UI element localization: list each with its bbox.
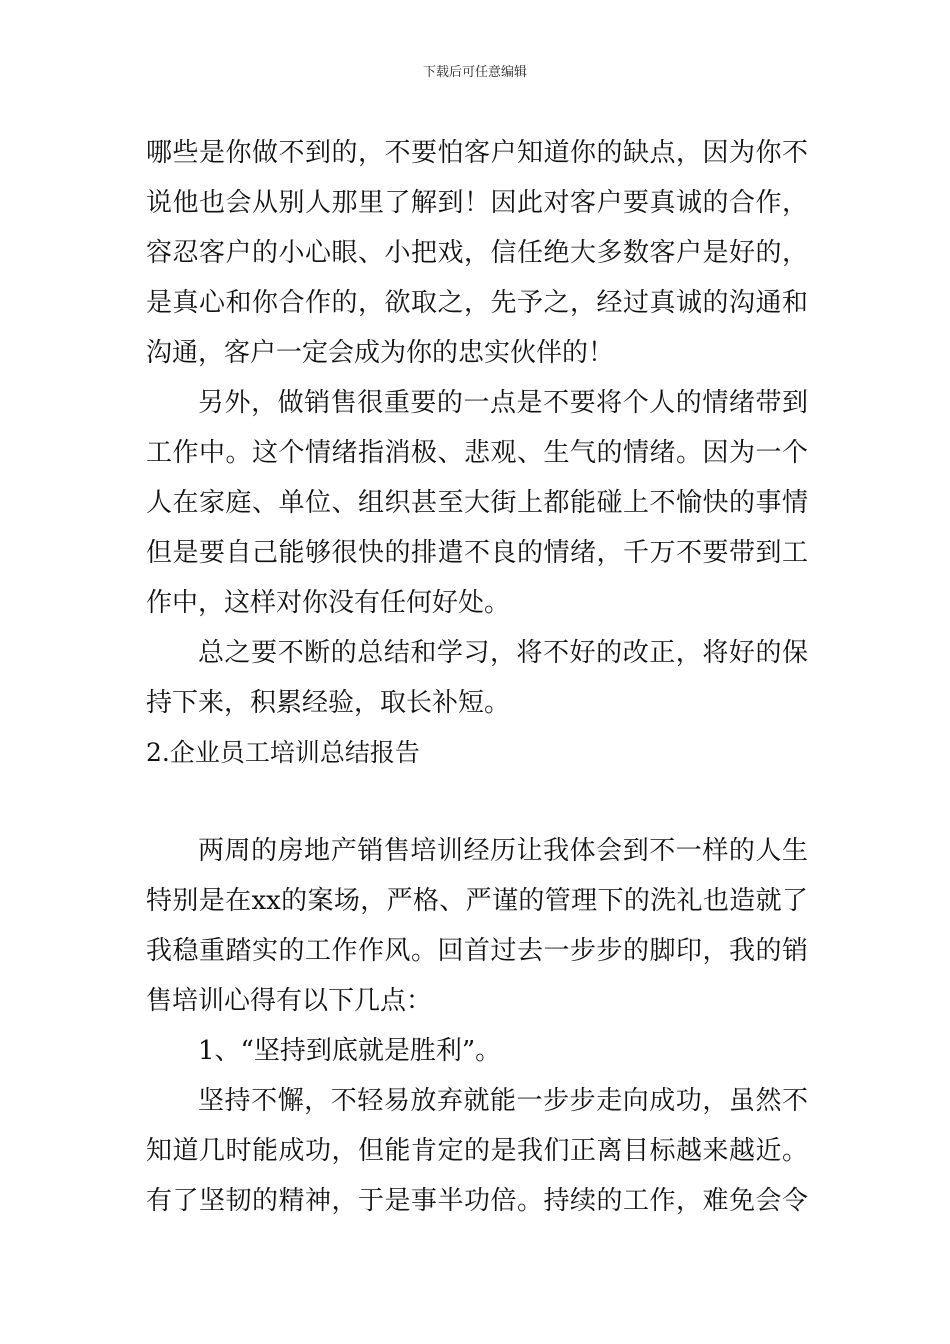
text-line: 工作中。这个情绪指消极、悲观、生气的情绪。因为一个: [146, 438, 808, 468]
text-line: 另外，做销售很重要的一点是不要将个人的情绪带到: [198, 388, 808, 418]
text-line: 人在家庭、单位、组织甚至大街上都能碰上不愉快的事情: [146, 488, 808, 518]
document-body: [146, 128, 808, 1226]
text-line: 坚持不懈，不轻易放弃就能一步步走向成功，虽然不: [198, 1086, 808, 1116]
spacer: [146, 778, 808, 826]
text-line: 但是要自己能够很快的排遣不良的情绪，千万不要带到工: [146, 538, 808, 568]
text-line: 两周的房地产销售培训经历让我体会到不一样的人生: [198, 836, 808, 866]
list-item-heading: 1、“坚持到底就是胜利”。: [198, 1036, 502, 1066]
text-line: 特别是在xx的案场，严格、严谨的管理下的洗礼也造就了: [146, 886, 808, 916]
text-line: 是真心和你合作的，欲取之，先予之，经过真诚的沟通和: [146, 288, 808, 318]
section-heading: 2.企业员工培训总结报告: [146, 738, 420, 767]
text-line: 容忍客户的小心眼、小把戏，信任绝大多数客户是好的，: [146, 238, 808, 268]
paragraph: [146, 1076, 808, 1226]
paragraph: [146, 826, 808, 1026]
text-line: 总之要不断的总结和学习，将不好的改正，将好的保: [198, 638, 808, 668]
text-line: 说他也会从别人那里了解到！因此对客户要真诚的合作，: [146, 188, 808, 218]
text-line: 持下来，积累经验，取长补短。: [146, 688, 511, 718]
page-header: 下载后可任意编辑: [422, 65, 527, 80]
paragraph: [146, 128, 808, 378]
text-line: 我稳重踏实的工作作风。回首过去一步步的脚印，我的销: [146, 936, 808, 966]
paragraph: [146, 628, 808, 728]
text-line: 哪些是你做不到的，不要怕客户知道你的缺点，因为你不: [146, 138, 808, 168]
text-line: 知道几时能成功，但能肯定的是我们正离目标越来越近。: [146, 1136, 808, 1166]
paragraph: [146, 378, 808, 628]
text-line: 售培训心得有以下几点：: [146, 986, 433, 1016]
text-line: 有了坚韧的精神，于是事半功倍。持续的工作，难免会令: [146, 1186, 808, 1216]
text-line: 作中，这样对你没有任何好处。: [146, 588, 511, 618]
text-line: 沟通，客户一定会成为你的忠实伙伴的！: [146, 338, 615, 368]
